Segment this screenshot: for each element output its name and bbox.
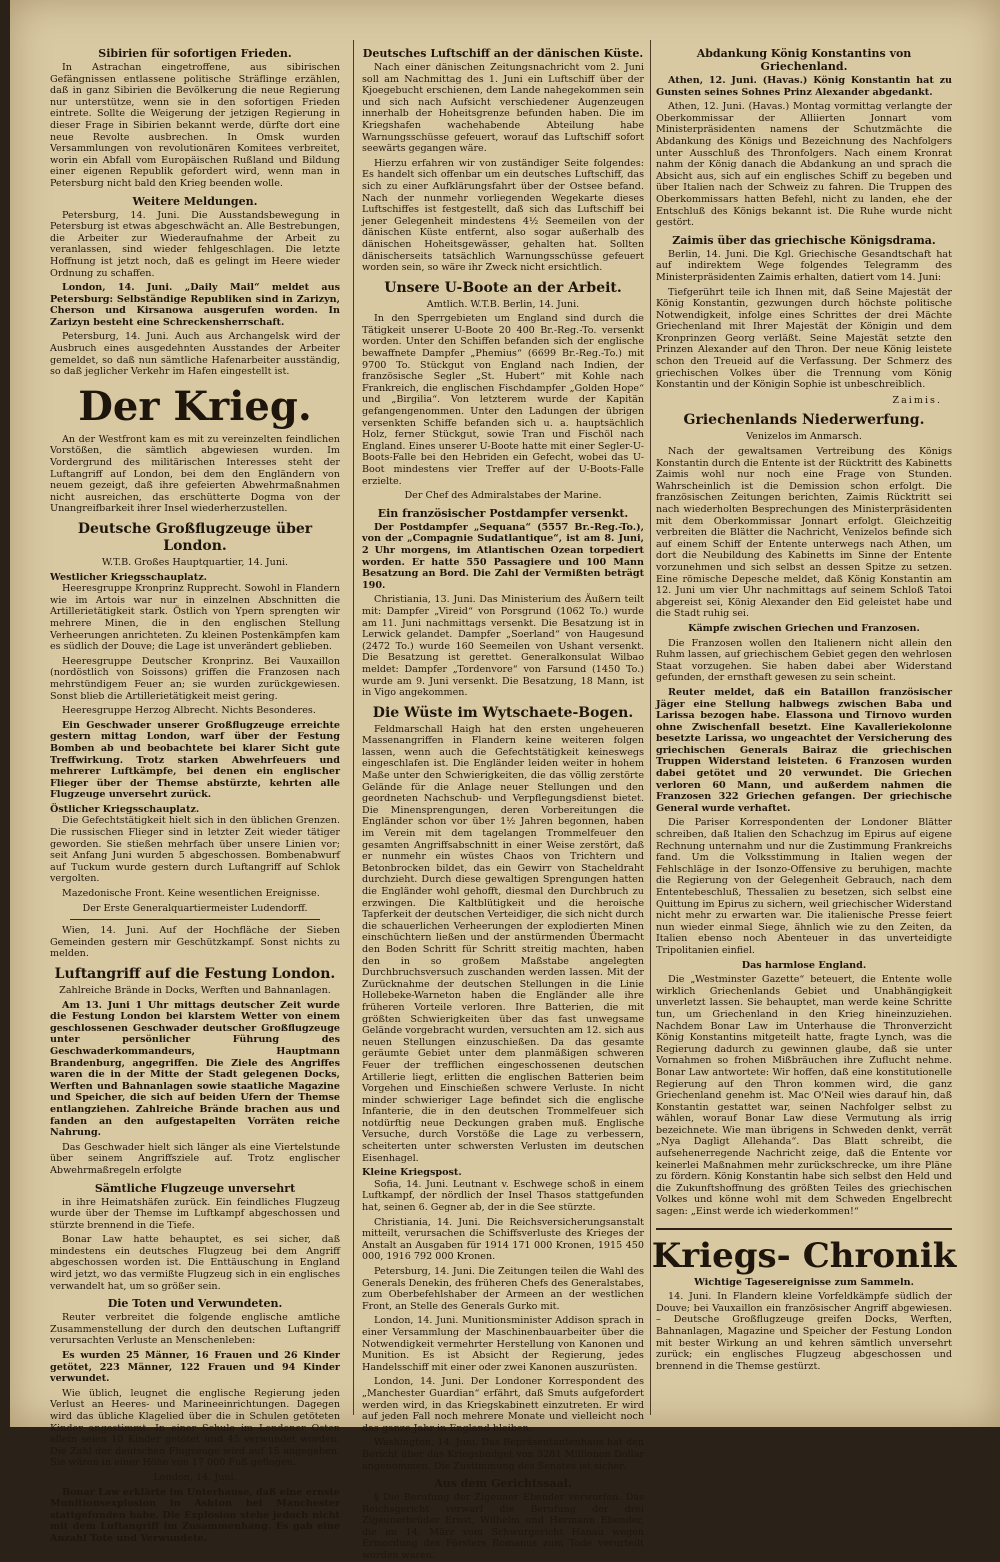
- subheading: Kämpfe zwischen Griechen und Franzosen.: [688, 622, 920, 634]
- article-paragraph: Am 13. Juni 1 Uhr mittags deutscher Zeit wurde die Festung London bei klarstem Wetter von einem geschlossenen Geschwader deutscher Großflugzeuge unter persönlicher Führung des Geschwaderkommandeurs, Hauptmann Brandenburg, angegriffen. Die Ziele des Angriffes waren die in der Mitte der Stadt gelegenen Docks, Werften und Bahnanlagen sowie staatliche Magazine und Speicher, die sich auf beiden Ufern der Themse entlangziehen. Zahlreiche Brände brachen aus und fanden an den aufgestapelten Vorräten reiche Nahrung.: [50, 999, 340, 1139]
- article-paragraph: Athen, 12. Juni. (Havas.) Montag vormittag verlangte der Oberkommissar der Alliierten Jonnart vom Ministerpräsidenten namens der Schutzmächte die Abdankung des Königs und Bezeichnung des Nachfolgers unter Ausschluß des Thronfolgers. Nach einem Kronrat nahm der König danach die Abdankung an und sprach die Absicht aus, sich auf ein englisches Schiff zu begeben und über Italien nach der Schweiz zu fahren. Die Truppen des Oberkommissars hatten Befehl, nicht zu landen, ehe der Entschluß des Königs bekannt ist. Die Ruhe wurde nicht gestört.: [656, 101, 952, 229]
- chronik-title: [651, 1235, 957, 1276]
- article-heading: Deutsche Großflugzeuge über London.: [77, 521, 313, 554]
- subheading: Die Toten und Verwundeten.: [107, 1297, 283, 1311]
- article-paragraph: London, 14. Juni. Der Londoner Korrespondent des „Manchester Guardian“ erfährt, daß Smuts aufgefordert werden wird, in das Kriegskabinett einzutreten. Er wird auf jeden Fall noch mehrere Monate und vielleicht noch das ganze Jahr in England bleiben.: [362, 1376, 644, 1434]
- chronik-subtitle: Wichtige Tagesereignisse zum Sammeln.: [694, 1276, 914, 1288]
- divider: [70, 919, 320, 920]
- article-paragraph: Christiania, 13. Juni. Das Ministerium des Äußern teilt mit: Dampfer „Vireid“ von Porsgrund (1062 To.) wurde am 11. Juni nachmittags versenkt. Die Besatzung ist in Lerwick gelandet. Dampfer „Soerland“ von Haugesund (2472 To.) wurde 160 Seemeilen von Ushant versenkt. Die Besatzung ist gerettet. Generalkonsulat Wilbao meldet: Dampfer „Tordenvore“ von Farsund (1450 To.) wurde am 9. Juni versenkt. Die Besatzung, 18 Mann, ist in Vigo angekommen.: [362, 594, 644, 699]
- article-heading: Luftangriff auf die Festung London.: [54, 966, 336, 982]
- article-heading: Die Wüste im Wytschaete-Bogen.: [372, 704, 634, 721]
- article-paragraph: Petersburg, 14. Juni. Die Ausstandsbewegung in Petersburg ist etwas abgeschwächt an. Alle Bestrebungen, die Arbeiter zur Wiederaufnahme der Arbeit zu veranlassen, sind wieder fehlgeschlagen. Die letzte Hoffnung ist jetzt noch, daß es gelingt im Heere wieder Ordnung zu schaffen.: [50, 209, 340, 279]
- article-heading: Weitere Meldungen.: [132, 194, 258, 208]
- column-left: [50, 42, 340, 1544]
- article-paragraph: Washington, 14. Juni. Das Repräsentantenhaus hat den Bericht über das Kriegsbudget von 3281 Millionen Dollar angenommen. Die Zustimmung des Senates ist sicher.: [362, 1437, 644, 1472]
- article-heading: Ein französischer Postdampfer versenkt.: [377, 506, 629, 520]
- article-paragraph: 14. Juni. In Flandern kleine Vorfeldkämpfe südlich der Douve; bei Vauxaillon ein französischer Angriff abgewiesen. – Deutsche Großflugzeuge greifen Docks, Werften, Bahnanlagen, Magazine und Speicher der Festung London mit bester Wirkung an und kehren sämtlich unversehrt zurück; ein englisches Flugzeug abgeschossen und brennend in die Themse gestürzt.: [656, 1291, 952, 1372]
- subheading: Zahlreiche Brände in Docks, Werften und Bahnanlagen.: [59, 985, 331, 996]
- article-paragraph: Das Geschwader hielt sich länger als eine Viertelstunde über seinem Angriffsziele auf. Trotz englischer Abwehrmaßregeln erfolgte: [50, 1141, 340, 1176]
- article-paragraph: Sofia, 14. Juni. Leutnant v. Eschwege schoß in einem Luftkampf, der nördlich der Insel Thasos stattgefunden hat, seinen 6. Gegner ab, der in die See stürzte.: [362, 1178, 644, 1214]
- subheading: Sämtliche Flugzeuge unversehrt: [94, 1181, 296, 1195]
- article-paragraph: Tiefgerührt teile ich Ihnen mit, daß Seine Majestät der König Konstantin, gezwungen durch höchste politische Notwendigkeit, infolge eines Schrittes der drei Mächte Griechenland mit Ihrer Majestät der Königin und dem Kronprinzen Georg verläßt. Seine Majestät setzte den Prinzen Alexander auf den Thron. Der neue König leistete schon den Treueid auf die Verfassung. Der Schmerz des griechischen Volkes über die Trennung vom König Konstantin und der Königin Sophie ist unbeschreiblich.: [656, 286, 952, 391]
- chronik-title-word: Kriegs-: [651, 1235, 791, 1276]
- article-paragraph: § Die Berufung der Zigeuner Ebender verworfen. Das Reichsgericht verwarf die Berufung der drei Zigeunerbrüder Ernst, Wilhelm und Hermann Ebender, die im 14. März vom Schwurgericht Hanau wegen Ermordung des Försters Romanus zum Tode verurteilt worden waren.: [362, 1492, 644, 1562]
- column-middle: [362, 42, 644, 1562]
- subheading: Westlicher Kriegsschauplatz.: [50, 571, 207, 583]
- article-paragraph: Athen, 12. Juni. (Havas.) König Konstantin hat zu Gunsten seines Sohnes Prinz Alexander abgedankt.: [656, 75, 952, 98]
- article-paragraph: Ein Geschwader unserer Großflugzeuge erreichte gestern mittag London, warf über der Festung Bomben ab und beobachtete bei klarer Sicht gute Treffwirkung. Trotz starken Abwehrfeuers und mehrerer Luftkämpfe, bei denen ein englischer Flieger über der Themse abstürzte, kehrten alle Flugzeuge unversehrt zurück.: [50, 719, 340, 801]
- subheading: Östlicher Kriegsschauplatz.: [50, 803, 200, 815]
- article-heading: Griechenlands Niederwerfung.: [683, 412, 925, 429]
- article-paragraph: Die „Westminster Gazette“ beteuert, die Entente wolle wirklich Griechenlands Gebiet und Unabhängigkeit unverletzt lassen. Sie behauptet, man werde keine Schritte tun, um Griechenland in den Krieg hineinzuziehen. Nachdem Bonar Law im Unterhause die Thronverzicht König Konstantins mitgeteilt hatte, fragte Lynch, was die Regierung dadurch zu gewinnen glaube, daß sie unter Vornahmen so frohen Mißbräuchen ihre Zuflucht nehme. Bonar Law antwortete: Wir hoffen, daß eine konstitutionelle Regierung auf den Thron kommen wird, die ganz Griechenland genehm ist. Mac O'Neil wies darauf hin, daß Konstantin gestattet war, seinen Nachfolger selbst zu wählen, worauf Bonar Law diese Vermutung als irrig bezeichnete. Wie man übrigens in Schweden denkt, verrät „Nya Dagligt Allehanda“. Das Blatt schreibt, die aufsehenerregende Nachricht zeige, daß die Entente vor keinerlei Maßnahmen mehr zurückschrecke, um ihre Pläne zu fördern. König Konstantin habe sich selbst den Held und die Zukunftshoffnung des größten Teiles des griechischen Volkes und könne wohl mit dem Schweden Engelbrecht sagen: „Einst werde ich wiederkommen!“: [656, 974, 952, 1218]
- section-title: Der Krieg.: [78, 382, 312, 430]
- article-paragraph: Reuter meldet, daß ein Bataillon französischer Jäger eine Stellung halbwegs zwischen Baba und Larissa bezogen habe. Elassona und Tirnovo wurden ohne Zwischenfall besetzt. Eine Kavalleriekolonne besetzte Larissa, wo ungeachtet der Versicherung des griechischen Generals Bairaz die griechischen Truppen Widerstand leisteten. 6 Franzosen wurden dabei getötet und 20 verwundet. Die Griechen verloren 60 Mann, und außerdem nahmen die Franzosen 322 Griechen gefangen. Der griechische General wurde verhaftet.: [656, 686, 952, 814]
- article-heading: Kleine Kriegspost.: [362, 1167, 462, 1179]
- article-paragraph: Feldmarschall Haigh hat den ersten ungeheueren Massenangriffen in Flandern keine weiteren folgen lassen, wenn auch die Gefechtstätigkeit keineswegs eingeschlafen ist. Die Engländer leiden weiter in hohem Maße unter den Schwierigkeiten, die das völlig zerstörte Gelände für die Anlage neuer Stellungen und den geordneten Nachschub- und Verpflegungsdienst bietet. Die Minensprengungen, deren Vorbereitungen die Engländer schon vor über 1½ Jahren begonnen, haben im Verein mit dem tagelangen Trommelfeuer den gesamten Angriffsabschnitt in einer Weise zerstört, daß er nunmehr ein wüstes Chaos von Trichtern und Betonbrocken bildet, das ein Gewirr von Stacheldraht durchzieht. Durch diese gewaltigen Sprengungen hatten die Engländer wohl gehofft, diesmal den Durchbruch zu erzwingen. Die Kaltblütigkeit und die heroische Tapferkeit der deutschen Verteidiger, die sich nicht durch die schauerlichen Verheerungen der explodierten Minen einschüchtern ließen und der anstürmenden Übermacht den Boden Schritt für Schritt streitig machten, haben den in so großem Maßstabe angelegten Durchbruchsversuch zuschanden werden lassen. Mit der Zurücknahme der deutschen Stellungen in die Linie Hollebeke-Warneton haben die Engländer alle ihre früheren Vorteile verloren. Ihre Batterien, die mit größten Schwierigkeiten über das fast unwegsame Gelände vorgebracht wurden, versuchten am 12. sich aus neuen Stellungen einzuschießen. Da das gesamte geräumte Gebiet unter dem planmäßigen schweren Feuer der trefflichen eingeschossenen deutschen Artillerie liegt, erlitten die englischen Batterien beim Vorgehen und Einschießen schwere Verluste. In nicht minder schwieriger Lage befindet sich die englische Infanterie, die in den deutschen Trommelfeuer sich notdürftig neue Deckungen graben muß. Englische Versuche, durch Vorstöße die Lage zu verbessern, scheiterten unter schwersten Verlusten im deutschen Eisenhagel.: [362, 723, 644, 1164]
- article-paragraph: Mazedonische Front. Keine wesentlichen Ereignisse.: [62, 888, 320, 900]
- column-rule: [353, 40, 354, 1415]
- article-paragraph: In Astrachan eingetroffene, aus sibirischen Gefängnissen entlassene politische Sträflinge erzählen, daß in ganz Sibirien die Bevölkerung die neue Regierung nur unterstütze, wenn sie in den sofortigen Frieden eintrete. Sollte die Weigerung der jetzigen Regierung in dieser Frage in Sibirien bekannt werde, dürfte dort eine neue Revolte ausbrechen. In Omsk wurden Versammlungen von revolutionären Komitees verbreitet, worin ein Abfall vom Europäischen Rußland und Bildung einer eigenen Republik gefordert wird, wenn man in Petersburg nicht bald den Krieg beenden wolle.: [50, 62, 340, 189]
- dateline: W.T.B. Großes Hauptquartier, 14. Juni.: [101, 557, 289, 568]
- newspaper-page: [10, 0, 1000, 1562]
- article-paragraph: Bonar Law erklärte im Unterhause, daß eine ernste Munitionsexplosion in Ashton bei Manchester stattgefunden habe. Die Explosion stehe jedoch nicht mit dem Luftangriff im Zusammenhang. Es gab eine Anzahl Tote und Verwundete.: [50, 1486, 340, 1544]
- article-paragraph: Petersburg, 14. Juni. Auch aus Archangelsk wird der Ausbruch eines ausgedehnten Ausstandes der Arbeiter gemeldet, so daß nun sämtliche Hafenarbeiter ausständig, so daß jeglicher Verkehr im Hafen eingestellt ist.: [50, 331, 340, 378]
- dateline: London, 14. Juni.: [153, 1471, 237, 1483]
- article-paragraph: Heeresgruppe Deutscher Kronprinz. Bei Vauxaillon (nordöstlich von Soissons) griffen die Franzosen nach mehrstündigem Feuer an; sie wurden zurückgewiesen. Sonst blieb die Artillerietätigkeit meist gering.: [50, 655, 340, 702]
- article-heading: Zaimis über das griechische Königsdrama.: [672, 233, 936, 247]
- column-rule: [650, 40, 651, 1415]
- article-paragraph: Die Gefechtstätigkeit hielt sich in den üblichen Grenzen. Die russischen Flieger sind in letzter Zeit wieder tätiger geworden. Sie stießen mehrfach über unsere Linien vor; seit Anfang Juni wurden 5 abgeschossen. Bombenabwurf auf Tuckum wurde gestern durch Luftangriff auf Schlok vergolten.: [50, 815, 340, 885]
- article-heading: Aus dem Gerichtssaal.: [434, 1477, 572, 1491]
- article-paragraph: Hierzu erfahren wir von zuständiger Seite folgendes: Es handelt sich offenbar um ein deutsches Luftschiff, das sich zu einer Aufklärungsfahrt über der Ostsee befand. Nach der nunmehr vorliegenden Wegekarte dieses Luftschiffes ist festgestellt, daß sich das Luftschiff bei jener Gelegenheit mindestens 4½ Seemeilen von der dänischen Küste entfernt, also sogar außerhalb des dänischen Hoheitsgewässer, gehalten hat. Sollten dänischerseits tatsächlich Warnungsschüsse gefeuert worden sein, so wäre ihr Zweck nicht ersichtlich.: [362, 157, 644, 274]
- article-paragraph: Die Franzosen wollen den Italienern nicht allein den Ruhm lassen, auf griechischem Gebiet gegen den wehrlosen Staat vorzugehen. Sie haben dabei aber Widerstand gefunden, der ernsthaft gewesen zu sein scheint.: [656, 637, 952, 684]
- kriegs-chronik-box: [651, 1228, 957, 1373]
- article-paragraph: London, 14. Juni. „Daily Mail“ meldet aus Petersburg: Selbständige Republiken sind in Zarizyn, Cherson und Kirsanowa ausgerufen worden. In Zarizyn besteht eine Schreckensherrschaft.: [50, 282, 340, 328]
- article-paragraph: Nach der gewaltsamen Vertreibung des Königs Konstantin durch die Entente ist der Rücktritt des Kabinetts Zaimis wohl nur noch eine Frage von Stunden. Wahrscheinlich ist die Demission schon erfolgt. Die französischen Zeitungen berichten, Zaimis Rücktritt sei nach wiederholten Besprechungen des Ministerpräsidenten mit dem Oberkommissar Jonnart erfolgt. Gleichzeitig verbreiten die Blätter die Nachricht, Venizelos befinde sich auf einem Schiff der Entente unterwegs nach Athen, um dort die Neubildung des Kabinetts im Sinne der Entente vorzunehmen und sich selbst an dessen Spitze zu setzen. Eine römische Depesche meldet, daß König Konstantin am 12. Juni um vier Uhr nachmittags auf seinem Schloß Tatoi abgereist sei, König Alexander den Eid geleistet habe und die Stadt ruhig sei.: [656, 446, 952, 620]
- article-paragraph: Nach einer dänischen Zeitungsnachricht vom 2. Juni soll am Nachmittag des 1. Juni ein Luftschiff über der Kjoegebucht erschienen, dem Lande nahegekommen sein und sich nach Aufsicht verschiedener Augenzeugen innerhalb der Hoheitsgrenze befunden haben. Die im Kriegshafen wachehabende Abteilung habe Warnungsschüsse gefeuert, worauf das Luftschiff sofort seewärts gegangen wäre.: [362, 62, 644, 155]
- article-heading: Sibirien für sofortigen Frieden.: [98, 47, 292, 60]
- signature: Der Chef des Admiralstabes der Marine.: [404, 490, 602, 502]
- article-paragraph: Die Pariser Korrespondenten der Londoner Blätter schreiben, daß Italien den Schachzug im Epirus auf eigene Rechnung unternahm und nur die Zustimmung Frankreichs fand. Um die Volksstimmung in Italien wegen der Fehlschläge in der Isonzo-Offensive zu beruhigen, machte die Regierung von der Gelegenheit Gebrauch, nach dem Ententebeschluß, Thessalien zu besetzen, sich selbst eine Quittung im Epirus zu sichern, weil griechischer Widerstand nicht mehr zu erwarten war. Die italienische Presse feiert nun wieder einmal Siege, ähnlich wie zu den Zeiten, da Italien ebenso noch Abenteuer in das unverteidigte Tripolitanien einfiel.: [656, 817, 952, 956]
- subheading: Venizelos im Anmarsch.: [746, 431, 862, 443]
- article-paragraph: Heeresgruppe Herzog Albrecht. Nichts Besonderes.: [62, 705, 316, 717]
- article-heading: Unsere U-Boote an der Arbeit.: [384, 279, 622, 296]
- article-paragraph: Bonar Law hatte behauptet, es sei sicher, daß mindestens ein deutsches Flugzeug bei dem Angriff abgeschossen worden ist. Die Enttäuschung in England wird jetzt, wo das vermißte Flugzeug sich in ein englisches verwandelt hat, um so größer sein.: [50, 1234, 340, 1292]
- article-paragraph: In den Sperrgebieten um England sind durch die Tätigkeit unserer U-Boote 20 400 Br.-Reg.-To. versenkt worden. Unter den Schiffen befanden sich der englische bewaffnete Dampfer „Phemius“ (6699 Br.-Reg.-To.) mit 9700 To. Stückgut von England nach Indien, der französische Segler „St. Hubert“ mit Kohle nach Frankreich, die englischen Fischdampfer „Golden Hope“ und „Birgilia“. Von letzterem wurde der Kapitän gefangengenommen. Unter den Ladungen der übrigen versenkten Schiffe befanden sich u. a. hauptsächlich Holz, ferner Stückgut, sowie Tran und Fischöl nach England. Eines unserer U-Boote hatte mit einer Segler-U-Boots-Falle bei den Hebriden ein Gefecht, wobei das U-Boot mindestens vier Treffer auf der U-Boots-Falle erzielte.: [362, 313, 644, 487]
- article-paragraph: Der Postdampfer „Sequana“ (5557 Br.-Reg.-To.), von der „Compagnie Sudatlantique“, ist am 8. Juni, 2 Uhr morgens, im Atlantischen Ozean torpediert worden. Er hatte 550 Passagiere und 100 Mann Besatzung an Bord. Die Zahl der Vermißten beträgt 190.: [362, 521, 644, 591]
- article-paragraph: Wien, 14. Juni. Auf der Hochfläche der Sieben Gemeinden gestern mir Geschützkampf. Sonst nichts zu melden.: [50, 925, 340, 960]
- article-paragraph: Wie üblich, leugnet die englische Regierung jeden Verlust an Heeres- und Marineeinrichtungen. Dagegen wird das übliche Klagelied über die in Schulen getöteten Kinder angestimmt. In einer Schule im Londoner Osten allein seien 10 Kinder getötet und 45 verwundet worden. Die Zahl der deutschen Flugzeuge wird auf 15 angegeben. Sie wären in einer Höhe von 17 000 Fuß geflogen.: [50, 1387, 340, 1469]
- article-paragraph: An der Westfront kam es mit zu vereinzelten feindlichen Vorstößen, die sämtlich abgewiesen wurden. Im Vordergrund des militärischen Interesses steht der Luftangriff auf London, bei dem den Engländern von neuem gezeigt, daß ihre gefeierten Abwehrmaßnahmen nicht ausreichen, das erschütterte Dogma von der Unangreifbarkeit ihrer Insel wiederherzustellen.: [50, 433, 340, 515]
- article-paragraph: in ihre Heimatshäfen zurück. Ein feindliches Flugzeug wurde über der Themse im Luftkampf abgeschossen und stürzte brennend in die Tiefe.: [50, 1196, 340, 1231]
- article-paragraph: London, 14. Juni. Munitionsminister Addison sprach in einer Versammlung der Maschinenbauarbeiter über die Notwendigkeit vermehrter Herstellung von Kanonen und Munition. Es ist Absicht der Regierung, jedes Handelsschiff mit einer oder zwei Kanonen auszurüsten.: [362, 1315, 644, 1373]
- article-paragraph: Petersburg, 14. Juni. Die Zeitungen teilen die Wahl des Generals Denekin, des früheren Chefs des Generalstabes, zum Oberbefehlshaber der Armeen an der westlichen Front, an Stelle des Generals Gurko mit.: [362, 1266, 644, 1312]
- chronik-title-word: Chronik: [802, 1235, 957, 1276]
- article-heading: Deutsches Luftschiff an der dänischen Küste.: [362, 47, 644, 60]
- article-paragraph: Berlin, 14. Juni. Die Kgl. Griechische Gesandtschaft hat auf indirektem Wege folgendes Telegramm des Ministerpräsidenten Zaimis erhalten, datiert vom 14. Juni:: [656, 248, 952, 283]
- article-heading: Abdankung König Konstantins von Griechenland.: [696, 47, 912, 73]
- dateline: Amtlich. W.T.B. Berlin, 14. Juni.: [426, 298, 580, 310]
- article-paragraph: Christiania, 14. Juni. Die Reichsversicherungsanstalt mitteilt, verursachen die Schiffsverluste des Krieges der Anstalt an Ausgaben für 1914 171 000 Kronen, 1915 450 000, 1916 792 000 Kronen.: [362, 1216, 644, 1263]
- subheading: Das harmlose England.: [741, 959, 867, 971]
- article-paragraph: Reuter verbreitet die folgende englische amtliche Zusammenstellung der durch den deutschen Luftangriff verursachten Verluste an Menschenleben:: [50, 1312, 340, 1347]
- article-paragraph: Heeresgruppe Kronprinz Rupprecht. Sowohl in Flandern wie im Artois war nur in einzelnen Abschnitten die Artillerietätigkeit stark. Östlich von Ypern sprengten wir mehrere Minen, die in den englischen Stellung Verheerungen anrichteten. Zu kleinen Postenkämpfen kam es südlich der Douve; die Lage ist unverändert geblieben.: [50, 583, 340, 653]
- column-right: [651, 42, 957, 1412]
- signature: Zaimis.: [892, 394, 942, 406]
- signature: Der Erste Generalquartiermeister Ludendorff.: [82, 902, 308, 914]
- article-paragraph: Es wurden 25 Männer, 16 Frauen und 26 Kinder getötet, 223 Männer, 122 Frauen und 94 Kinder verwundet.: [50, 1350, 340, 1385]
